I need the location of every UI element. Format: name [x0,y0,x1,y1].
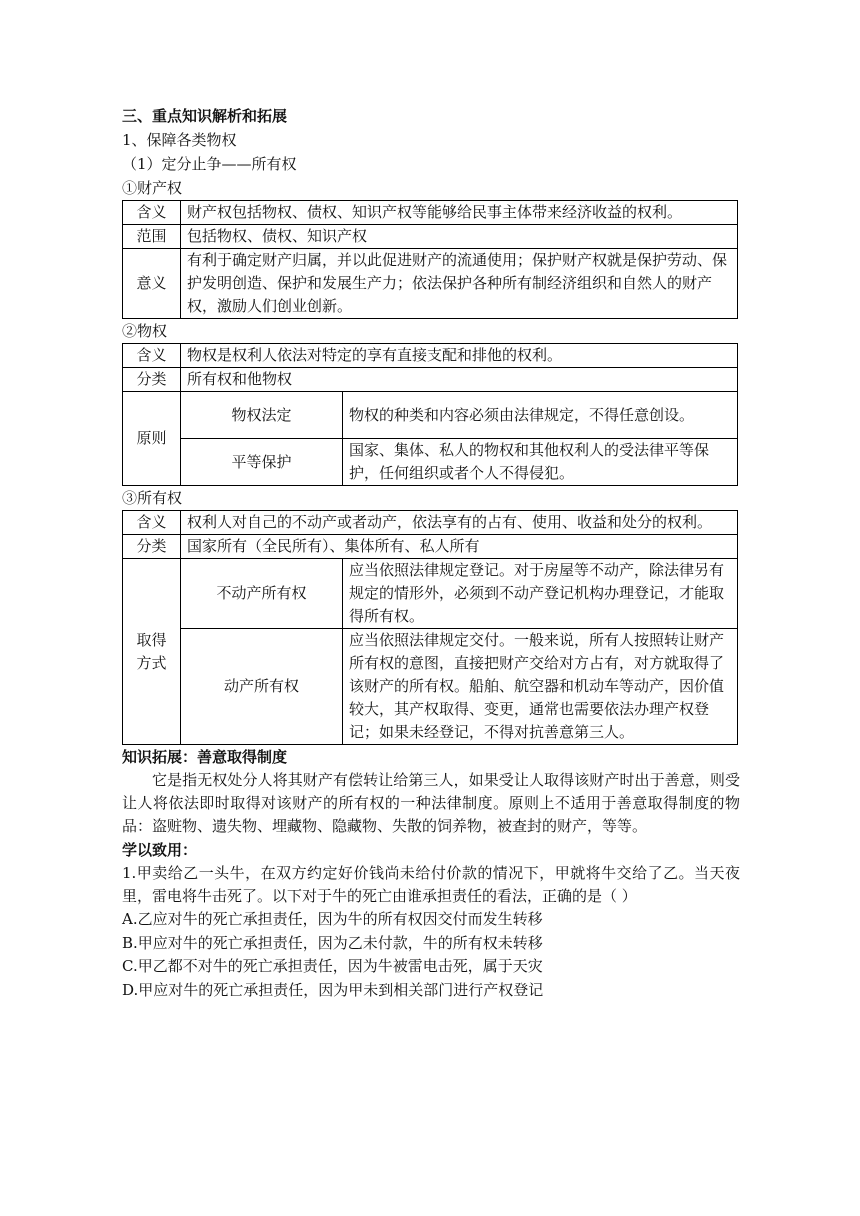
subsection-heading: 1、保障各类物权 [122,131,237,149]
table-caption-real-rights: ②物权 [122,322,168,340]
row-value: 所有权和他物权 [181,368,738,392]
table-row [123,511,738,535]
row-value: 国家所有（全民所有）、集体所有、私人所有 [181,535,738,559]
row-value: 物权是权利人依法对特定的享有直接支配和排他的权利。 [181,344,738,368]
acquisition-desc: 应当依照法律规定登记。对于房屋等不动产，除法律另有规定的情形外，必须到不动产登记机构办理登记，才能取得所有权。 [343,559,738,629]
table-row [123,559,738,629]
principle-name: 物权法定 [181,392,343,439]
row-key: 原则 [123,392,181,486]
row-key: 含义 [123,511,181,535]
row-key: 含义 [123,201,181,225]
document-page [122,104,740,1002]
table-row [123,344,738,368]
row-key: 范围 [123,225,181,249]
section-title: 三、重点知识解析和拓展 [122,107,288,125]
row-key: 分类 [123,535,181,559]
acquisition-name: 不动产所有权 [181,559,343,629]
table-caption-ownership: ③所有权 [122,489,183,507]
row-value: 包括物权、债权、知识产权 [181,225,738,249]
table-row [123,225,738,249]
option-a: A.乙应对牛的死亡承担责任，因为牛的所有权因交付而发生转移 [122,910,543,928]
subsubsection-heading: （1）定分止争——所有权 [122,155,297,173]
table-row [123,535,738,559]
table-row [123,249,738,319]
row-key: 取得方式 [123,559,181,745]
option-d: D.甲应对牛的死亡承担责任，因为甲未到相关部门进行产权登记 [122,980,544,999]
extension-body: 它是指无权处分人将其财产有偿转让给第三人，如果受让人取得该财产时出于善意，则受让人将依法即时取得对该财产的所有权的一种法律制度。原则上不适用于善意取得制度的物品：盗赃物、遗失物、埋藏物、隐藏物、失散的饲养物，被查封的财产，等等。 [122,771,740,835]
question-text: 1.甲卖给乙一头牛，在双方约定好价钱尚未给付价款的情况下，甲就将牛交给了乙。当天夜里，雷电将牛击死了。以下对于牛的死亡由谁承担责任的看法，正确的是（ ） [122,864,740,905]
table-row [123,629,738,745]
ownership-table [122,510,738,745]
option-c: C.甲乙都不对牛的死亡承担责任，因为牛被雷电击死，属于天灾 [122,957,543,975]
real-rights-table [122,343,738,486]
table-caption-property-rights: ①财产权 [122,179,183,197]
table-row [123,439,738,486]
extension-title: 知识拓展：善意取得制度 [122,748,288,766]
principle-name: 平等保护 [181,439,343,486]
row-key: 意义 [123,249,181,319]
option-b: B.甲应对牛的死亡承担责任，因为乙未付款，牛的所有权未转移 [122,933,543,952]
property-rights-table [122,200,738,319]
principle-desc: 国家、集体、私人的物权和其他权利人的受法律平等保护，任何组织或者个人不得侵犯。 [343,439,738,486]
row-key: 含义 [123,344,181,368]
acquisition-desc: 应当依照法律规定交付。一般来说，所有人按照转让财产所有权的意图，直接把财产交给对方占有，对方就取得了该财产的所有权。船舶、航空器和机动车等动产，因价值较大，其产权取得、变更，通常也需要依法办理产权登记；如果未经登记，不得对抗善意第三人。 [343,629,738,745]
principle-desc: 物权的种类和内容必须由法律规定，不得任意创设。 [343,392,738,439]
row-value: 财产权包括物权、债权、知识产权等能够给民事主体带来经济收益的权利。 [181,201,738,225]
row-value: 权利人对自己的不动产或者动产，依法享有的占有、使用、收益和处分的权利。 [181,511,738,535]
row-value: 有利于确定财产归属，并以此促进财产的流通使用；保护财产权就是保护劳动、保护发明创造、保护和发展生产力；依法保护各种所有制经济组织和自然人的财产权，激励人们创业创新。 [181,249,738,319]
acquisition-name: 动产所有权 [181,629,343,745]
apply-title: 学以致用： [122,841,198,859]
table-row [123,392,738,439]
row-key: 分类 [123,368,181,392]
table-row [123,201,738,225]
table-row [123,368,738,392]
